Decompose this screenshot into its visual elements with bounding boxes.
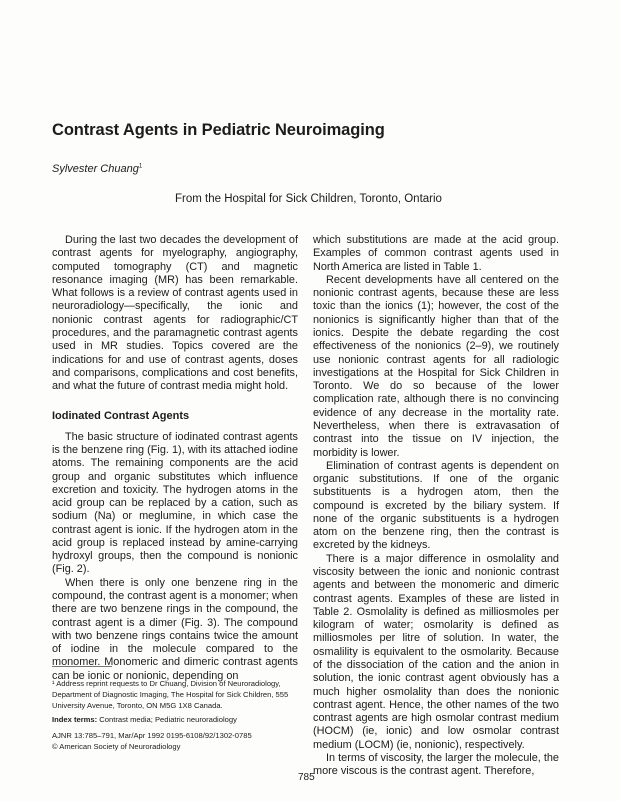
continued-paragraph: which substitutions are made at the acid group. Examples of common contrast agents used in North America are listed in Table 1. <box>313 234 559 273</box>
developments-paragraph: Recent developments have all centered on the nonionic contrast agents, because these are less toxic than the ionics (1); however, the cost of the nonionics is significantly higher than that of the ionics. Despite the debate regarding the cost effectiveness of the nonionics (2–9), we routinely use nonionic contrast agents for all radiologic investigations at the Hospital for Sick Children in Toronto. We do so because of the lower complication rate, although there is no convincing evidence of any decrease in the mortality rate. Nevertheless, when there is extravasation of contrast into the tissue on IV injection, the morbidity is lower. <box>313 273 559 459</box>
section-heading: Iodinated Contrast Agents <box>52 410 190 423</box>
footnote-index-terms <box>52 714 304 725</box>
page-number: 785 <box>298 772 315 783</box>
footnote-copyright: © American Society of Neuroradiology <box>52 742 181 751</box>
viscosity-paragraph: In terms of viscosity, the larger the molecule, the more viscous is the contrast agent. Therefore, <box>313 751 559 778</box>
author-line <box>52 163 142 175</box>
affiliation: From the Hospital for Sick Children, Toronto, Ontario <box>175 193 442 205</box>
osmolality-paragraph: There is a major difference in osmolality and viscosity between the ionic and nonionic contrast agents and between the monomeric and dimeric contrast agents. Examples of these are listed in Table 2. Osmolality is defined as milliosmoles per kilogram of water; osmolarity is defined as milliosmoles per litre of solution. In water, the osmalility is equivalent to the osmolarity. Because of the dissociation of the cation and the anion in solution, the ionic contrast agent obviously has a much higher osmolality than does the nonionic contrast agent. Hence, the other names of the two contrast agents are high osmolar contrast medium (HOCM) (ie, ionic) and low osmolar contrast medium (LOCM) (ie, nonionic), respectively. <box>313 552 559 751</box>
footnote-address: ¹ Address reprint requests to Dr Chuang, Division of Neuroradiology, Department of Diagnostic Imaging, The Hospital for Sick Children, 555 University Avenue, Toronto, ON M5G 1X8 Canada. <box>52 679 289 710</box>
footnote-divider <box>52 666 112 667</box>
index-terms-value: Contrast media; Pediatric neuroradiology <box>99 715 237 724</box>
intro-paragraph: During the last two decades the development of contrast agents for myelography, angiography, computed tomography (CT) and magnetic resonance imaging (MR) has been remarkable. What follows is a review of contrast agents used in neuroradiology—specifically, the ionic and nonionic contrast agents for radiographic/CT procedures, and the paramagnetic contrast agents used in MR studies. Topics covered are the indications for and use of contrast agents, doses and comparisons, complications and cost benefits, and what the future of contrast media might hold. <box>52 234 298 393</box>
structure-paragraph: The basic structure of iodinated contrast agents is the benzene ring (Fig. 1), with its attached iodine atoms. The remaining components are the acid group and organic substitutes which influence excretion and toxicity. The hydrogen atoms in the acid group can be replaced by a cation, such as sodium (Na) or meglumine, in which case the contrast agent is ionic. If the hydrogen atom in the acid group is replaced instead by amine-carrying hydroxyl groups, then the compound is nonionic (Fig. 2). <box>52 430 298 576</box>
index-terms-label: Index terms: <box>52 715 98 724</box>
author-name: Sylvester Chuang <box>52 163 139 175</box>
monomer-paragraph: When there is only one benzene ring in the compound, the contrast agent is a monomer; when there are two benzene rings in the compound, the contrast agent is a dimer (Fig. 3). The compound with two benzene rings contains twice the amount of iodine in the molecule compared to the monomer. Monomeric and dimeric contrast agents can be ionic or nonionic, depending on <box>52 576 298 682</box>
footnote-citation: AJNR 13:785–791, Mar/Apr 1992 0195-6108/92/1302-0785 <box>52 731 252 740</box>
elimination-paragraph: Elimination of contrast agents is dependent on organic substitutions. If one of the organic substituents is a hydrogen atom, then the compound is excreted by the biliary system. If none of the organic substituents is a hydrogen atom on the benzene ring, then the contrast is excreted by the kidneys. <box>313 459 559 552</box>
author-footnote-mark: 1 <box>138 163 143 170</box>
article-title: Contrast Agents in Pediatric Neuroimaging <box>52 121 385 139</box>
left-column <box>52 234 298 683</box>
right-column <box>313 234 559 779</box>
